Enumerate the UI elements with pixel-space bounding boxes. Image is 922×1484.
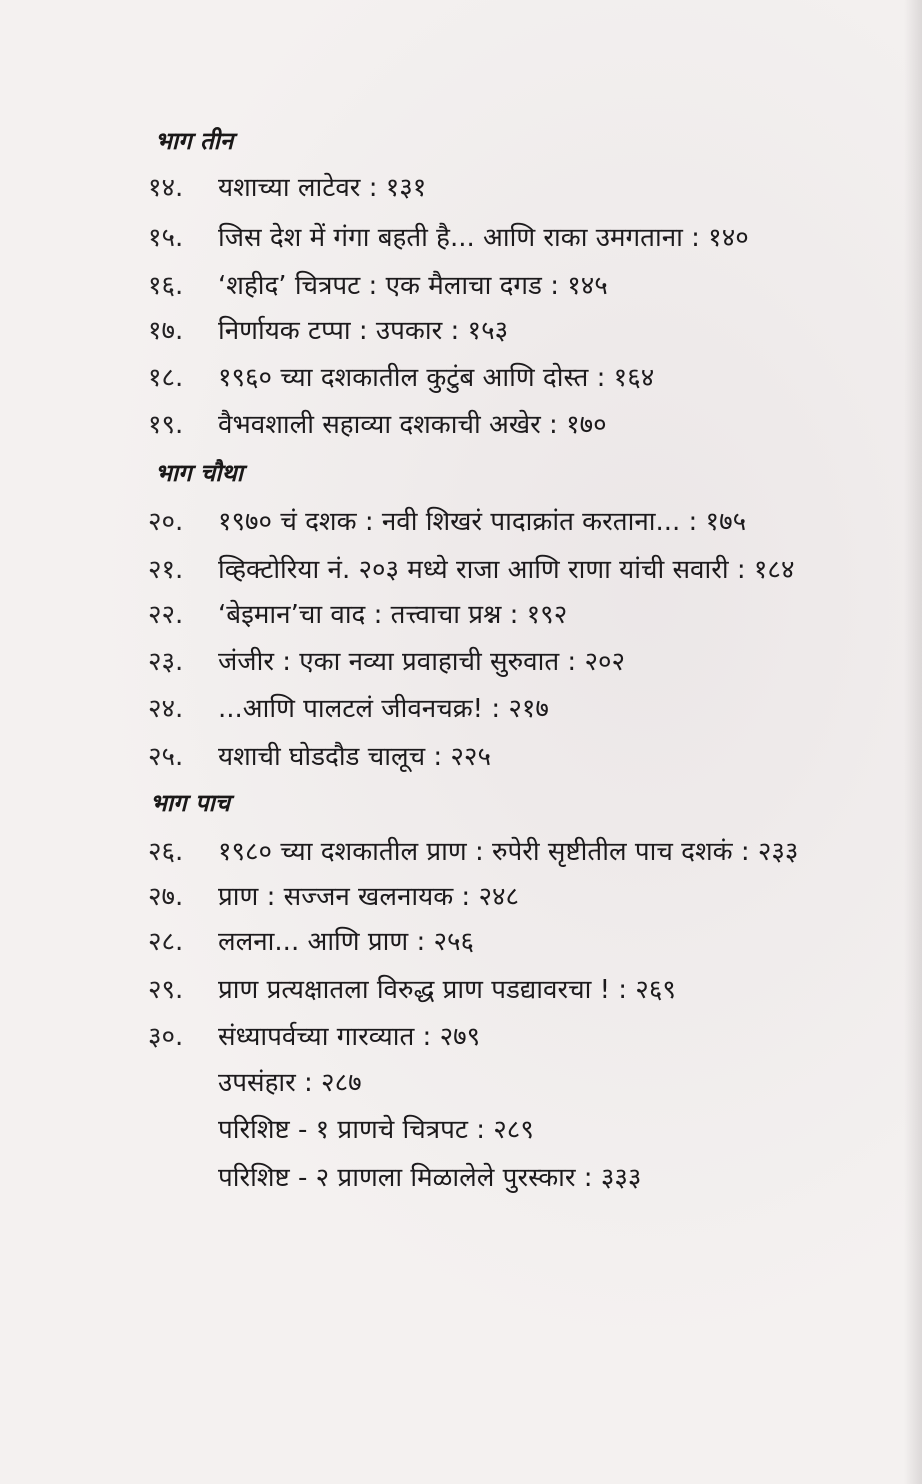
chapter-title: ‘बेइमान’चा वाद : तत्त्वाचा प्रश्न : १९२ — [218, 600, 568, 630]
toc-entry — [148, 405, 607, 445]
appendix-entry — [218, 1110, 534, 1150]
part-heading-four: भाग चौथा — [155, 458, 243, 487]
appendix-entry — [218, 1063, 362, 1103]
chapter-number: २७. — [148, 882, 184, 912]
chapter-number: २३. — [148, 647, 184, 677]
chapter-number: २९. — [148, 975, 184, 1005]
chapter-title: यशाची घोडदौड चालूच : २२५ — [218, 742, 491, 772]
toc-entry — [148, 832, 798, 872]
chapter-title: १९७० चं दशक : नवी शिखरं पादाक्रांत करताना... : १७५ — [218, 507, 747, 537]
chapter-number: १९. — [148, 410, 184, 440]
chapter-number: ३०. — [148, 1022, 184, 1052]
chapter-title: ‘शहीद’ चित्रपट : एक मैलाचा दगड : १४५ — [218, 271, 608, 301]
appendix-entry — [218, 1158, 641, 1198]
appendix-title: उपसंहार : २८७ — [218, 1068, 362, 1098]
chapter-number: २०. — [148, 507, 184, 537]
toc-entry — [148, 311, 508, 351]
toc-entry — [148, 358, 654, 398]
page-edge-shadow — [904, 0, 922, 1484]
toc-entry — [148, 266, 608, 306]
chapter-title: निर्णायक टप्पा : उपकार : १५३ — [218, 316, 509, 346]
toc-entry — [148, 689, 549, 729]
chapter-title: प्राण प्रत्यक्षातला विरुद्ध प्राण पडद्यावरचा ! : २६९ — [218, 975, 676, 1005]
chapter-title: ...आणि पालटलं जीवनचक्र! : २१७ — [218, 694, 549, 724]
chapter-number: २८. — [148, 927, 184, 957]
chapter-title: ललना... आणि प्राण : २५६ — [218, 927, 475, 957]
chapter-number: १५. — [148, 223, 184, 253]
chapter-number: १८. — [148, 363, 184, 393]
toc-entry — [148, 218, 749, 258]
chapter-number: २१. — [148, 555, 184, 585]
toc-entry — [148, 550, 794, 590]
toc-entry — [148, 737, 491, 777]
chapter-number: २६. — [148, 837, 184, 867]
toc-entry — [148, 970, 676, 1010]
toc-entry — [148, 1017, 480, 1057]
appendix-title: परिशिष्ट - १ प्राणचे चित्रपट : २८९ — [218, 1115, 534, 1145]
chapter-title: संध्यापर्वच्या गारव्यात : २७९ — [218, 1022, 481, 1052]
chapter-number: २४. — [148, 694, 184, 724]
chapter-number: १६. — [148, 271, 184, 301]
chapter-title: जंजीर : एका नव्या प्रवाहाची सुरुवात : २०२ — [218, 647, 626, 677]
toc-entry — [148, 642, 625, 682]
chapter-number: १७. — [148, 316, 184, 346]
toc-entry — [148, 502, 746, 542]
chapter-title: १९६० च्या दशकातील कुटुंब आणि दोस्त : १६४ — [218, 363, 655, 393]
part-heading-three: भाग तीन — [155, 126, 234, 155]
toc-entry — [148, 168, 426, 208]
appendix-title: परिशिष्ट - २ प्राणला मिळालेले पुरस्कार : ३३३ — [218, 1163, 642, 1193]
chapter-title: १९८० च्या दशकातील प्राण : रुपेरी सृष्टीतील पाच दशकं : २३३ — [218, 837, 799, 867]
toc-entry — [148, 595, 567, 635]
chapter-number: २२. — [148, 600, 184, 630]
chapter-number: १४. — [148, 173, 184, 203]
chapter-title: जिस देश में गंगा बहती है... आणि राका उमगताना : १४० — [218, 223, 749, 253]
chapter-title: प्राण : सज्जन खलनायक : २४८ — [218, 882, 520, 912]
chapter-title: व्हिक्टोरिया नं. २०३ मध्ये राजा आणि राणा यांची सवारी : १८४ — [218, 555, 795, 585]
toc-entry — [148, 877, 519, 917]
part-heading-five: भाग पाच — [150, 788, 231, 817]
toc-entry — [148, 922, 474, 962]
chapter-title: वैभवशाली सहाव्या दशकाची अखेर : १७० — [218, 410, 607, 440]
chapter-title: यशाच्या लाटेवर : १३१ — [218, 173, 427, 203]
chapter-number: २५. — [148, 742, 184, 772]
